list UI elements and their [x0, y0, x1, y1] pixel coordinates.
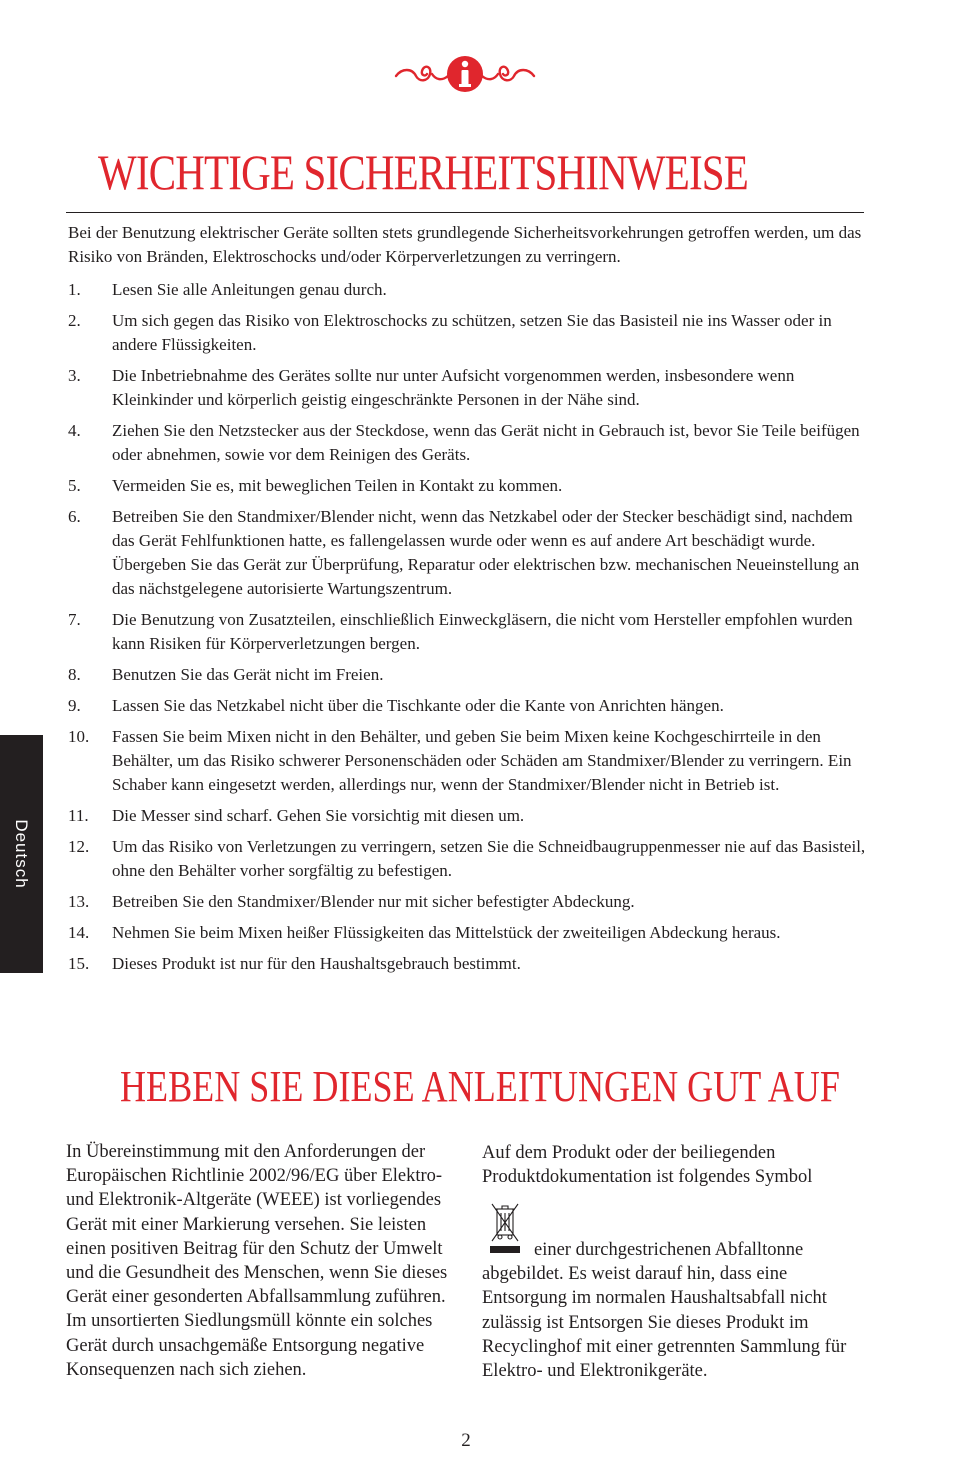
intro-paragraph: Bei der Benutzung elektrischer Geräte sollten stets grundlegende Sicherheitsvorkehrungen getroffen werden, um das Risiko von Bränden, Elektroschocks und/oder Körperverletzungen zu verringern.: [68, 223, 862, 266]
item-text: Lassen Sie das Netzkabel nicht über die Tischkante oder die Kante von Anrichten hängen.: [112, 696, 724, 715]
title-rule: [66, 212, 864, 213]
item-text: Die Inbetriebnahme des Gerätes sollte nur unter Aufsicht vorgenommen werden, insbesondere wenn Kleinkinder und körperlich geistig eingeschränkte Personen in der Nähe sind.: [112, 366, 795, 409]
item-number: 6.: [68, 507, 81, 526]
item-number: 13.: [68, 892, 90, 911]
list-item: [68, 890, 868, 914]
item-number: 15.: [68, 954, 90, 973]
list-item: [68, 663, 868, 687]
item-number: 12.: [68, 837, 90, 856]
list-item: [68, 952, 868, 976]
list-item: [68, 921, 868, 945]
weee-left-paragraph: In Übereinstimmung mit den Anforderungen der Europäischen Richtlinie 2002/96/EG über Elektro- und Elektronik-Altgeräte (WEEE) ist vorliegendes Gerät mit einer Markierung versehen. Sie leisten einen positiven Beitrag für den Schutz der Umwelt und die Gesundheit des Menschen, wenn Sie dieses Gerät einer gesonderten Abfallsammlung zuführen. Im unsortierten Siedlungsmüll könnte ein solches Gerät durch unsachgemäße Entsorgung negative Konsequenzen nach sich ziehen.: [66, 1142, 448, 1380]
list-item: [68, 804, 868, 828]
item-text: Um sich gegen das Risiko von Elektroschocks zu schützen, setzen Sie das Basisteil nie ins Wasser oder in andere Flüssigkeiten.: [112, 311, 832, 354]
list-item: [68, 505, 868, 601]
item-text: Die Messer sind scharf. Gehen Sie vorsichtig mit diesen um.: [112, 806, 525, 825]
page-number: 2: [461, 1430, 471, 1451]
list-item: [68, 694, 868, 718]
item-text: Die Benutzung von Zusatzteilen, einschließlich Einweckgläsern, die nicht vom Hersteller empfohlen wurden kann Risiken für Körperverletzungen bergen.: [112, 610, 853, 653]
section-title: HEBEN SIE DIESE ANLEITUNGEN GUT AUF: [120, 1062, 840, 1111]
item-number: 8.: [68, 665, 81, 684]
safety-list: [68, 278, 868, 983]
item-number: 2.: [68, 311, 81, 330]
list-item: [68, 608, 868, 656]
weee-right-paragraph-top: Auf dem Produkt oder der beiliegenden Produktdokumentation ist folgendes Symbol: [482, 1143, 813, 1188]
item-number: 9.: [68, 696, 81, 715]
item-text: Um das Risiko von Verletzungen zu verringern, setzen Sie die Schneidbaugruppenmesser nie auf das Basisteil, ohne den Behälter vorher sorgfältig zu befestigen.: [112, 837, 866, 880]
item-text: Ziehen Sie den Netzstecker aus der Steckdose, wenn das Gerät nicht in Gebrauch ist, bevor Sie Teile beifügen oder abnehmen, sowie vor dem Reinigen des Geräts.: [112, 421, 860, 464]
item-text: Fassen Sie beim Mixen nicht in den Behälter, und geben Sie beim Mixen keine Kochgeschirrteile in den Behälter, um das Risiko schwerer Personenschäden oder Schäden am Standmixer/Blender zu verringern. Ein Schaber kann eingesetzt werden, allerdings nur, wenn der Standmixer/Blender nicht in Betrieb ist.: [112, 727, 852, 794]
item-text: Nehmen Sie beim Mixen heißer Flüssigkeiten das Mittelstück der zweiteiligen Abdeckung heraus.: [112, 923, 781, 942]
list-item: [68, 309, 868, 357]
item-text: Benutzen Sie das Gerät nicht im Freien.: [112, 665, 384, 684]
list-item: [68, 278, 868, 302]
item-text: Vermeiden Sie es, mit beweglichen Teilen in Kontakt zu kommen.: [112, 476, 563, 495]
item-text: Dieses Produkt ist nur für den Haushaltsgebrauch bestimmt.: [112, 954, 521, 973]
item-number: 1.: [68, 280, 81, 299]
list-item: [68, 835, 868, 883]
page-title: WICHTIGE SICHERHEITSHINWEISE: [98, 144, 749, 200]
list-item: [68, 419, 868, 467]
language-tab-label: Deutsch: [12, 819, 31, 889]
list-item: [68, 474, 868, 498]
list-item: [68, 364, 868, 412]
item-text: Lesen Sie alle Anleitungen genau durch.: [112, 280, 387, 299]
item-number: 14.: [68, 923, 90, 942]
weee-right-paragraph-bottom: [482, 1238, 874, 1383]
item-number: 10.: [68, 727, 90, 746]
item-text: Betreiben Sie den Standmixer/Blender nicht, wenn das Netzkabel oder der Stecker beschädigt sind, nachdem das Gerät Fehlfunktionen hatte, es fallengelassen wurde oder wenn es auf andere Art beschädigt wurde. Übergeben Sie das Gerät zur Überprüfung, Reparatur oder elektrischen bzw. mechanischen Neueinstellung an das nächstgelegene autorisierte Wartungszentrum.: [112, 507, 860, 598]
item-number: 11.: [68, 806, 89, 825]
weee-right-text: einer durchgestrichenen Abfalltonne abgebildet. Es weist darauf hin, dass eine Entsorgung im normalen Haushaltsabfall nicht zulässig ist Entsorgen Sie dieses Produkt im Recyclinghof mit einer getrennten Sammlung für Elektro- und Elektronikgeräte.: [482, 1240, 847, 1382]
item-text: Betreiben Sie den Standmixer/Blender nur mit sicher befestigter Abdeckung.: [112, 892, 635, 911]
item-number: 5.: [68, 476, 81, 495]
info-ornament-icon: [392, 54, 538, 94]
item-number: 4.: [68, 421, 81, 440]
item-number: 7.: [68, 610, 81, 629]
item-number: 3.: [68, 366, 81, 385]
list-item: [68, 725, 868, 797]
